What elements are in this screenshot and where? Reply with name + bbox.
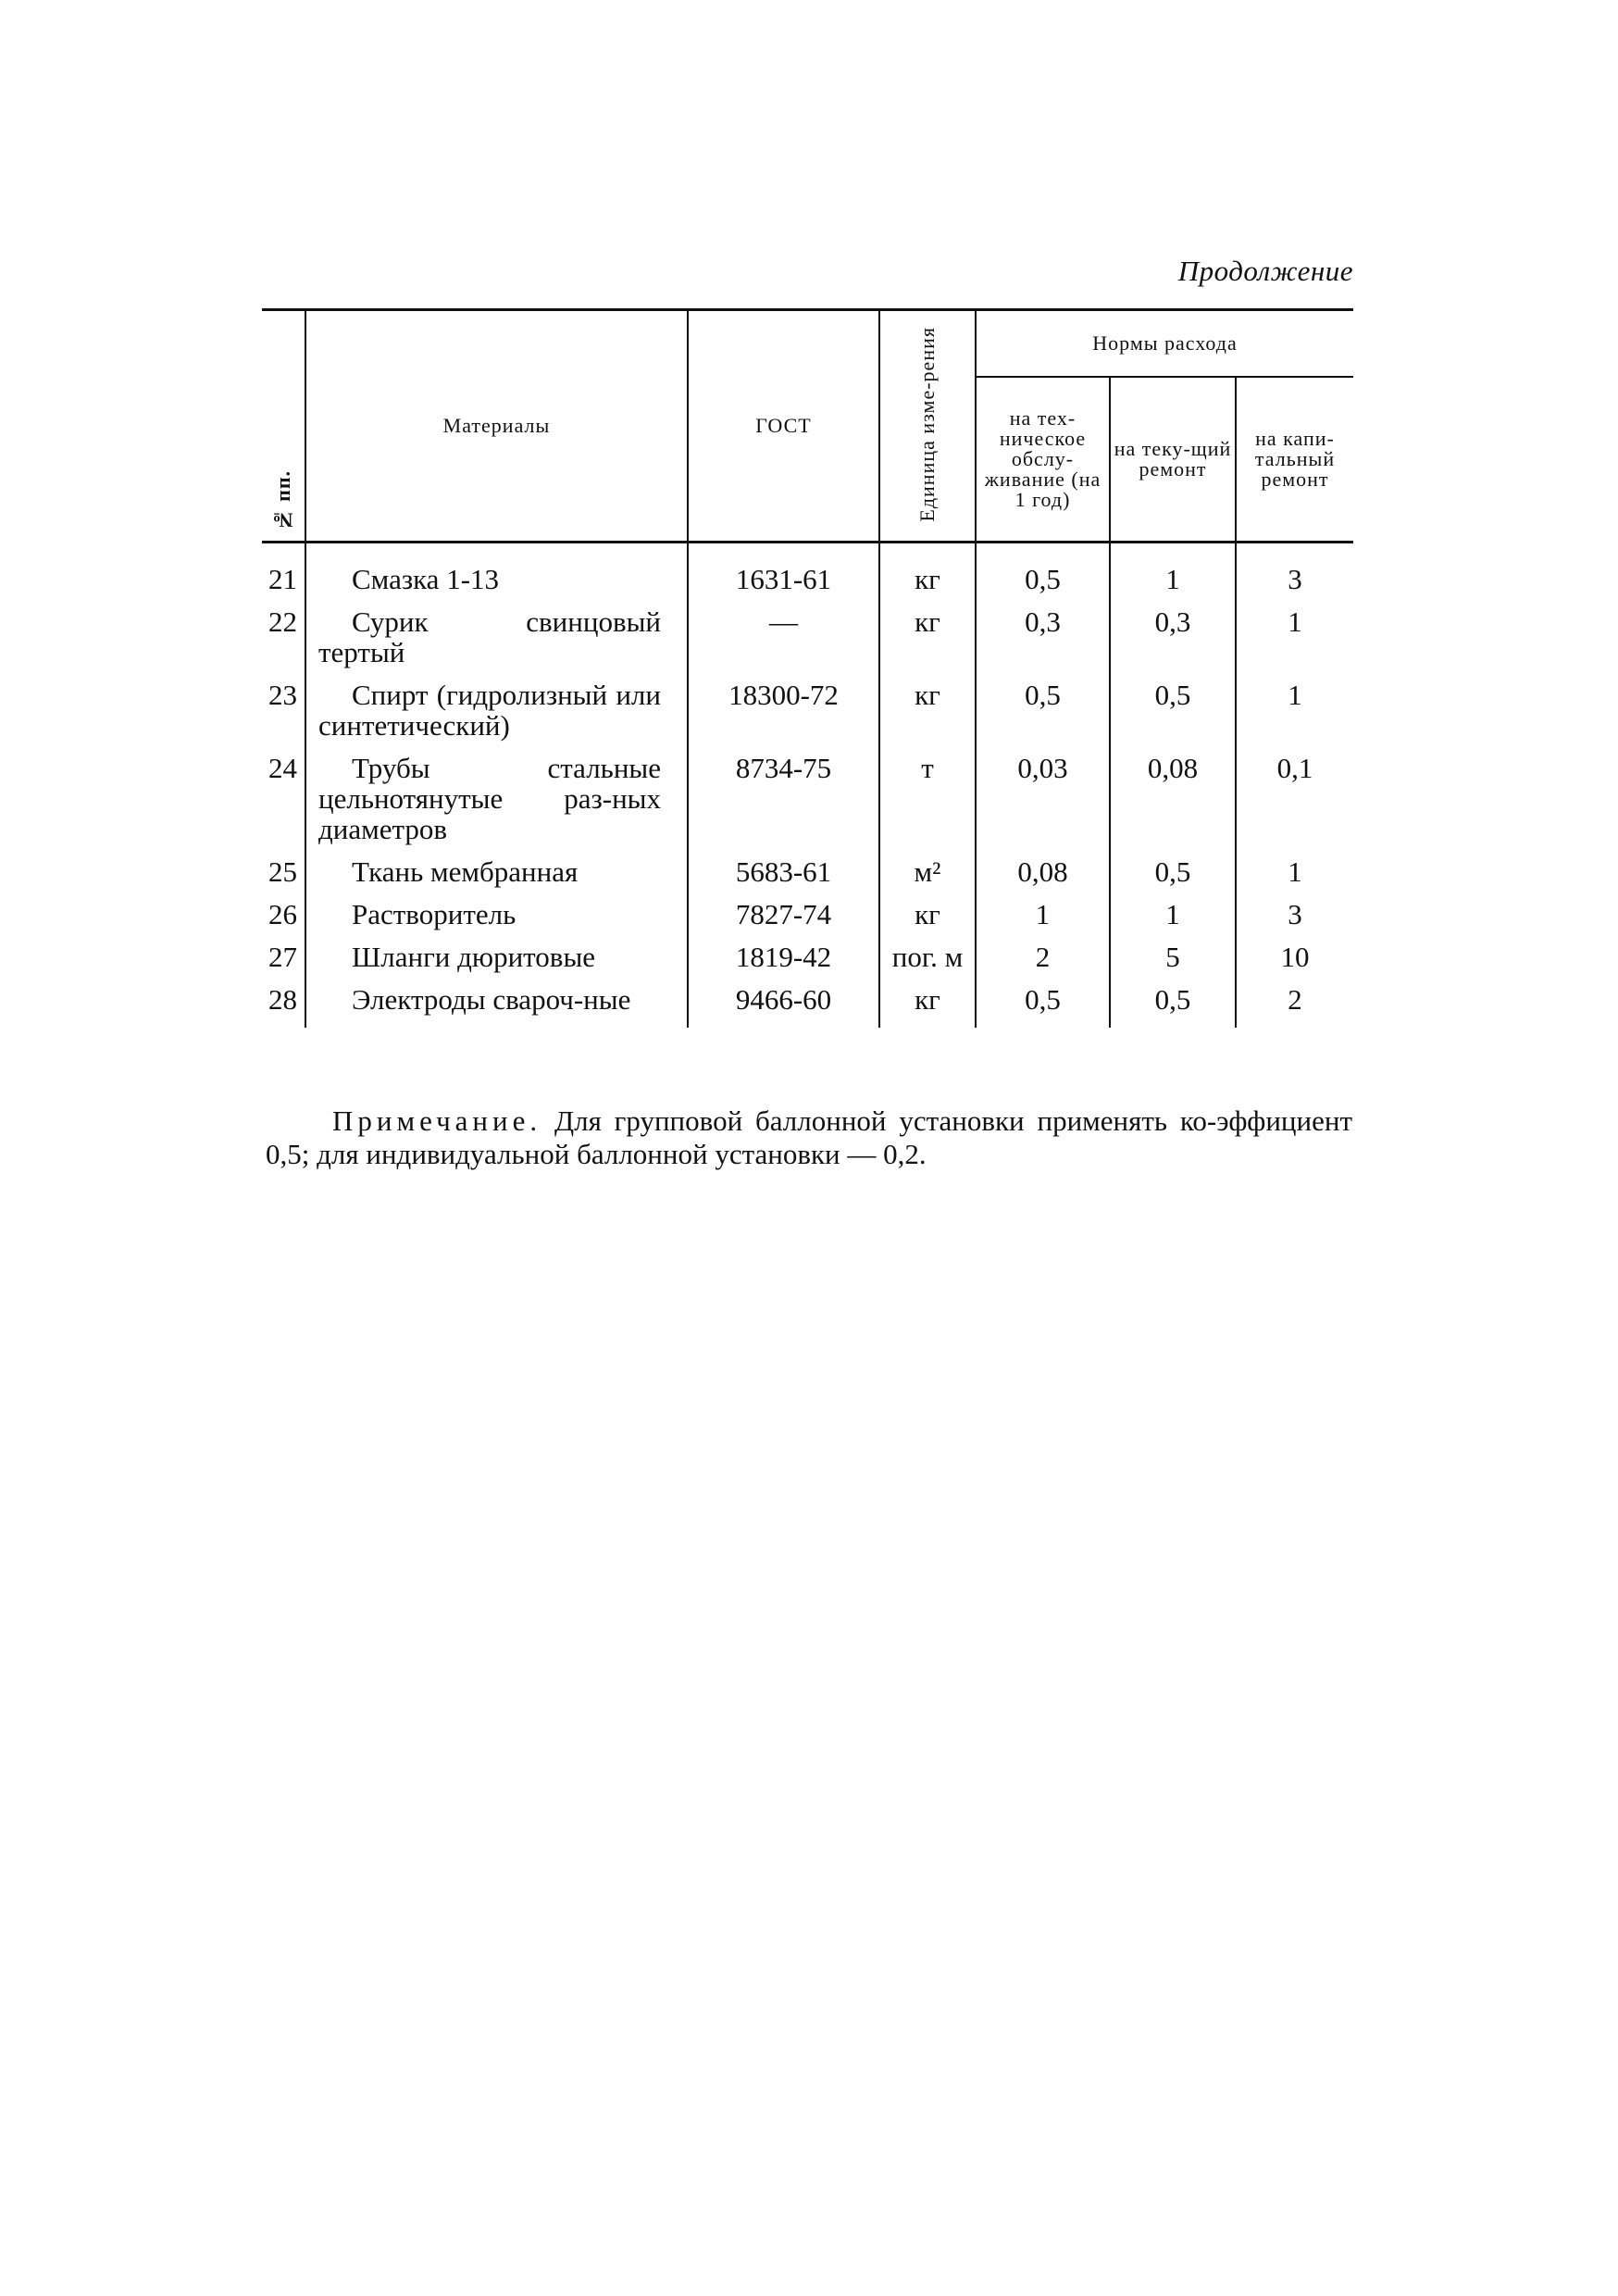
row-norm-capital: 0,1 [1236,753,1353,856]
header-norm-capital-repair: на капи-тальный ремонт [1236,377,1353,543]
row-number: 23 [268,679,297,711]
header-unit: Единица изме-рения [879,310,976,543]
note-lead: Примечание. [332,1104,542,1137]
row-norm-maintenance: 0,03 [976,753,1110,856]
table-row [262,856,1353,899]
row-material: Спирт (гидролизный или синтетический) [305,680,688,753]
row-norm-maintenance: 0,08 [976,856,1110,899]
row-norm-maintenance: 0,5 [976,680,1110,753]
row-norm-maintenance: 0,3 [976,606,1110,680]
row-material: Растворитель [305,899,688,942]
materials-table-container [262,308,1353,1028]
header-norm-maintenance: на тех-ническое обслу-живание (на 1 год) [976,377,1110,543]
row-gost: 9466-60 [688,984,879,1028]
row-norm-capital: 2 [1236,984,1353,1028]
row-norm-current: 5 [1110,942,1236,984]
header-norm-current-repair: на теку-щий ремонт [1110,377,1236,543]
materials-consumption-table [262,308,1353,1028]
table-row [262,942,1353,984]
row-norm-maintenance: 1 [976,899,1110,942]
header-gost: ГОСТ [688,310,879,543]
row-norm-current: 1 [1110,543,1236,607]
header-norms-group: Нормы расхода [976,310,1353,378]
row-gost: 1631-61 [688,543,879,607]
table-row [262,606,1353,680]
row-norm-capital: 1 [1236,680,1353,753]
row-norm-current: 0,5 [1110,984,1236,1028]
row-norm-capital: 3 [1236,543,1353,607]
header-materials: Материалы [305,310,688,543]
table-body [262,543,1353,1029]
row-material: Шланги дюритовые [305,942,688,984]
row-norm-capital: 3 [1236,899,1353,942]
row-number: 22 [268,605,297,638]
row-gost: 5683-61 [688,856,879,899]
table-row [262,899,1353,942]
row-material: Сурик свинцовый тертый [305,606,688,680]
row-unit: т [879,753,976,856]
row-number: 21 [268,563,297,595]
table-row [262,680,1353,753]
row-norm-current: 0,3 [1110,606,1236,680]
row-norm-capital: 10 [1236,942,1353,984]
row-material: Трубы стальные цельнотянутые раз-ных диаметров [305,753,688,856]
row-unit: кг [879,680,976,753]
header-number: № пп. [262,310,305,543]
row-number: 28 [268,983,297,1016]
row-norm-maintenance: 0,5 [976,543,1110,607]
row-norm-current: 0,08 [1110,753,1236,856]
row-unit: кг [879,606,976,680]
continuation-label: Продолжение [1177,255,1353,287]
table-row [262,984,1353,1028]
row-unit: кг [879,543,976,607]
row-material: Смазка 1-13 [305,543,688,607]
row-unit: кг [879,984,976,1028]
row-norm-current: 0,5 [1110,680,1236,753]
row-unit: кг [879,899,976,942]
row-norm-current: 0,5 [1110,856,1236,899]
row-gost: 18300-72 [688,680,879,753]
row-number: 26 [268,898,297,930]
note-text: Для групповой баллонной установки применять ко-эффициент 0,5; для индивидуальной баллонной установки — 0,2. [266,1104,1352,1170]
row-gost: 7827-74 [688,899,879,942]
table-note [266,1104,1352,1171]
row-gost: 1819-42 [688,942,879,984]
table-row [262,543,1353,607]
row-gost: — [688,606,879,680]
row-gost: 8734-75 [688,753,879,856]
row-number: 27 [268,941,297,973]
row-number: 25 [268,855,297,888]
row-norm-maintenance: 0,5 [976,984,1110,1028]
row-material: Ткань мембранная [305,856,688,899]
table-header [262,310,1353,543]
row-norm-maintenance: 2 [976,942,1110,984]
row-unit: м² [879,856,976,899]
row-norm-capital: 1 [1236,606,1353,680]
row-unit: пог. м [879,942,976,984]
table-row [262,753,1353,856]
row-number: 24 [268,752,297,784]
row-norm-current: 1 [1110,899,1236,942]
row-norm-capital: 1 [1236,856,1353,899]
row-material: Электроды свароч-ные [305,984,688,1028]
